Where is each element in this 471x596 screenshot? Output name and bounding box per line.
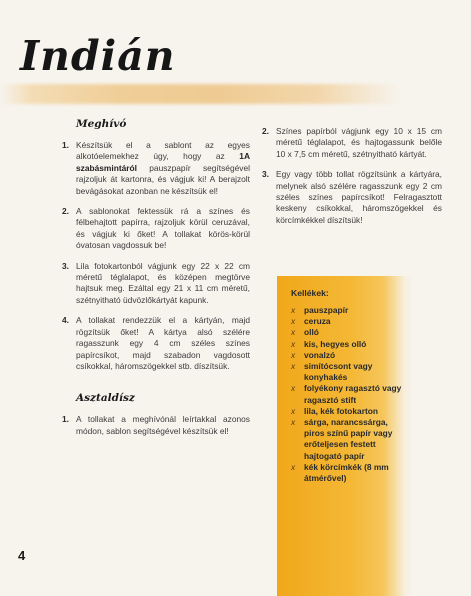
step-item — [62, 315, 250, 372]
x-mark-icon: x — [291, 383, 296, 394]
asztaldisz-steps-continued — [262, 126, 442, 226]
step-number: 3. — [62, 260, 69, 271]
x-mark-icon: x — [291, 316, 296, 327]
x-mark-icon: x — [291, 417, 296, 428]
supply-label: pauszpapír — [304, 305, 349, 315]
step-item — [62, 140, 250, 197]
right-column — [262, 126, 442, 235]
step-text: A tollakat a meghívónál leírtakkal azonos módon, sablon segítségével készítsük el! — [76, 414, 250, 436]
supply-label: folyékony ragasztó vagy ragasztó stift — [304, 383, 402, 405]
x-mark-icon: x — [291, 305, 296, 315]
x-mark-icon: x — [291, 338, 296, 349]
step-text: Készítsük el a sablont az egyes alkotóelemekhez úgy, hogy az — [76, 140, 250, 162]
section-heading-meghivo: Meghívó — [76, 118, 127, 130]
supply-label: simítócsont vagy konyhakés — [304, 361, 373, 383]
step-item — [262, 126, 442, 160]
supply-label: ceruza — [304, 316, 331, 327]
supplies-box — [277, 276, 413, 596]
left-column — [62, 118, 250, 446]
supply-item — [291, 327, 405, 338]
asztaldisz-steps — [62, 414, 250, 437]
supply-item — [291, 406, 405, 417]
step-text: A tollakat rendezzük el a kártyán, majd rögzítsük őket! A kártya alsó szélére ragasszunk egy 4 cm széles színes papírcsíkot, majd szabadon vagdosott csíkokkal, háromszögekkel stb. díszítsük. — [76, 315, 250, 371]
supply-item — [291, 361, 405, 383]
step-number: 1. — [62, 414, 69, 425]
step-text: Egy vagy több tollat rögzítsünk a kártyára, melynek alsó szélére ragasszunk egy 2 cm széles színes papírcsíkot! Felragasztott keskeny csíkokkal, háromszögekkel és körcímkékkel díszítsük! — [276, 169, 442, 225]
supply-item — [291, 339, 405, 350]
supply-label: vonalzó — [304, 349, 336, 360]
supply-item — [291, 316, 405, 327]
step-item — [262, 169, 442, 226]
supply-item — [291, 383, 405, 405]
page-title: Indián — [20, 32, 176, 80]
supply-item — [291, 462, 405, 484]
step-number: 1. — [62, 140, 69, 150]
step-item — [62, 414, 250, 437]
supply-item — [291, 305, 405, 316]
page-number: 4 — [18, 548, 26, 563]
supply-label: lila, kék fotokarton — [304, 405, 378, 416]
supply-label: olló — [304, 327, 319, 338]
title-decor-band — [0, 84, 400, 104]
supply-label: sárga, narancssárga, piros színű papír vagy erőteljesen festett hajtogató papír — [304, 417, 393, 461]
step-number: 2. — [262, 126, 269, 136]
supply-label: kék körcímkék (8 mm átmérővel) — [304, 461, 389, 484]
step-item — [62, 206, 250, 252]
step-number: 4. — [62, 315, 69, 326]
step-item — [62, 261, 250, 307]
section-heading-asztaldisz: Asztaldísz — [76, 392, 135, 405]
step-text: pauszpapír segítségével rajzoljuk át kartonra, és vágjuk ki! A berajzolt bevágásokat azonban ne készítsük el! — [76, 162, 250, 196]
supply-label: kis, hegyes olló — [304, 338, 367, 349]
step-number: 2. — [62, 206, 69, 217]
meghivo-steps — [62, 140, 250, 372]
step-number: 3. — [262, 169, 269, 180]
step-text: Lila fotokartonból vágjunk egy 22 x 22 cm méretű téglalapot, és középen megtörve hajtsuk meg. Ezáltal egy 21 x 11 cm méretű, szétnyitható üdvözlőkártyát kapunk. — [76, 260, 250, 305]
x-mark-icon: x — [291, 461, 296, 472]
step-text-bold: 1A szabásmintáról — [76, 151, 250, 173]
step-text: Színes papírból vágjunk egy 10 x 15 cm méretű téglalapot, és hajtogassunk belőle 10 x 7,5 cm méretű, szétnyitható kártyát. — [276, 126, 442, 159]
x-mark-icon: x — [291, 349, 296, 360]
supply-item — [291, 417, 405, 462]
supply-item — [291, 350, 405, 361]
supplies-list — [291, 305, 405, 484]
x-mark-icon: x — [291, 361, 296, 372]
supplies-title: Kellékek: — [291, 288, 329, 298]
step-text: A sablonokat fektessük rá a színes és félbehajtott papírra, rajzoljuk körül ceruzával, és vágjuk ki őket! A tollakat körös-körül óvatosan vagdossuk be! — [76, 206, 250, 251]
x-mark-icon: x — [291, 405, 296, 416]
x-mark-icon: x — [291, 327, 296, 338]
